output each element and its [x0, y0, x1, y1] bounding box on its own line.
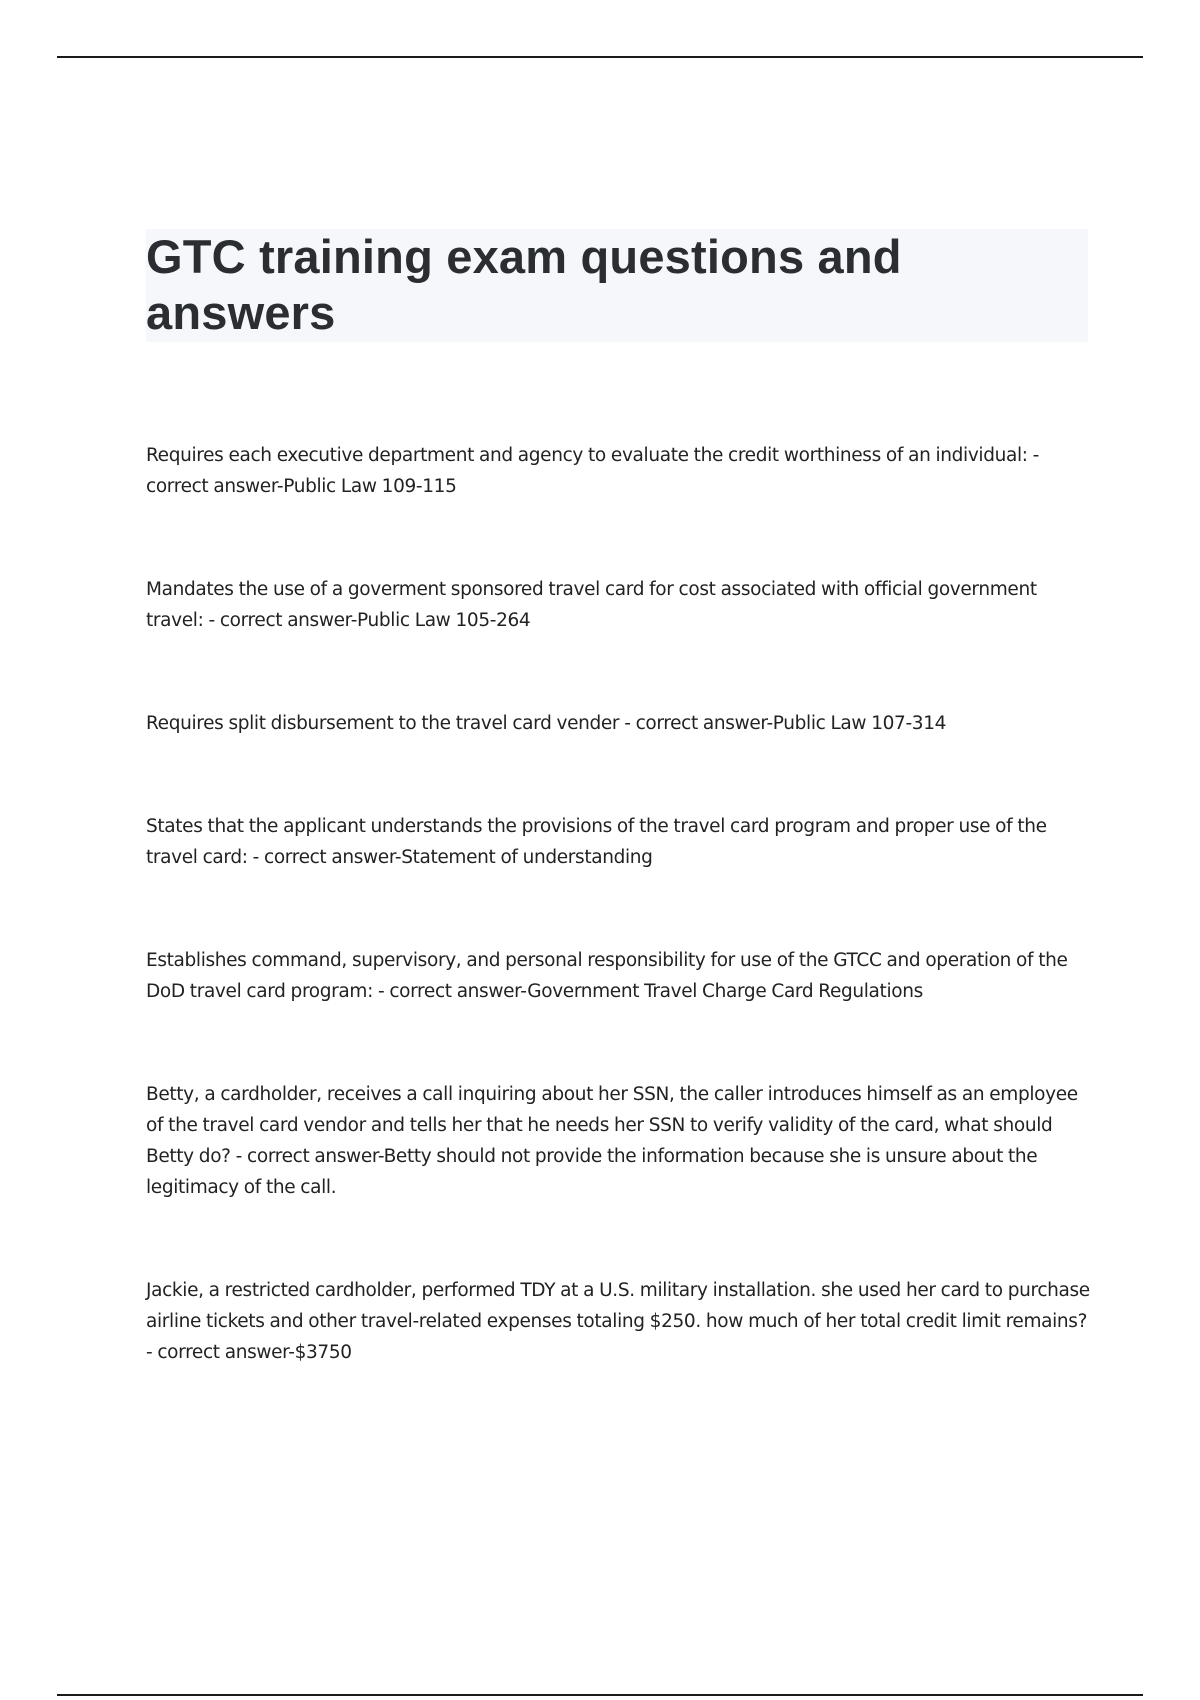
qa-item: Establishes command, supervisory, and personal responsibility for use of the GTCC and operation of the DoD travel card program: - correct answer-Government Travel Charge Card Regulations — [146, 950, 1068, 1002]
qa-item: Requires each executive department and agency to evaluate the credit worthiness of an individual: - correct answer-Public Law 109-115 — [146, 445, 1039, 497]
title-banner — [146, 229, 1088, 342]
qa-item: States that the applicant understands the provisions of the travel card program and proper use of the travel card: - correct answer-Statement of understanding — [146, 816, 1047, 868]
qa-item: Jackie, a restricted cardholder, performed TDY at a U.S. military installation. she used her card to purchase airline tickets and other travel-related expenses totaling $250. how much of her total credit limit remains? - correct answer-$3750 — [146, 1280, 1090, 1363]
qa-item: Mandates the use of a goverment sponsored travel card for cost associated with official government travel: - correct answer-Public Law 105-264 — [146, 579, 1037, 631]
document-title: GTC training exam questions and answers — [146, 230, 902, 339]
bottom-divider — [57, 1694, 1143, 1696]
qa-item: Requires split disbursement to the travel card vender - correct answer-Public Law 107-314 — [146, 713, 947, 734]
qa-item: Betty, a cardholder, receives a call inquiring about her SSN, the caller introduces himself as an employee of the travel card vendor and tells her that he needs her SSN to verify validity of the card, what should Betty do? - correct answer-Betty should not provide the information because she is unsure about the legitimacy of the call. — [146, 1084, 1078, 1198]
qa-list — [146, 440, 1091, 1440]
top-divider — [57, 56, 1143, 58]
